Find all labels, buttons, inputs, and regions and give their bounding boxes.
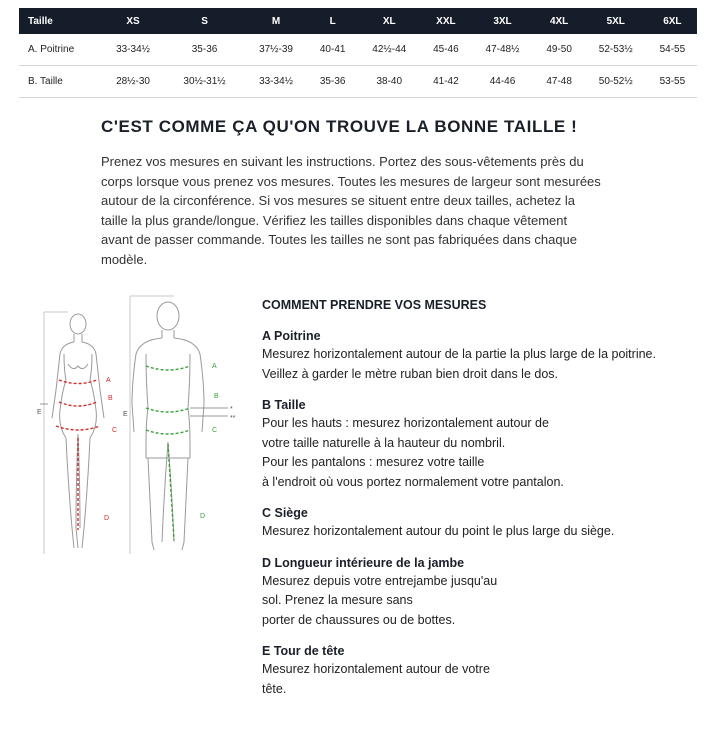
table-cell: 41-42 — [421, 66, 470, 98]
table-cell: A. Poitrine — [19, 34, 101, 66]
section-line: sol. Prenez la mesure sans — [262, 593, 413, 607]
intro-paragraph — [101, 152, 621, 269]
table-cell: 47-48 — [535, 66, 584, 98]
female-label-d: D — [104, 515, 110, 522]
male-label-a: A — [212, 363, 217, 370]
section-title: C Siège — [262, 506, 308, 520]
header-cell: Taille — [19, 8, 101, 34]
section-line: Pour les pantalons : mesurez votre taille — [262, 455, 485, 469]
table-cell: 37½-39 — [244, 34, 308, 66]
table-cell: 54-55 — [648, 34, 697, 66]
section-line: Veillez à garder le mètre ruban bien droit dans le dos. — [262, 366, 559, 381]
male-label-e: E — [123, 411, 128, 418]
table-cell: 28½-30 — [101, 66, 165, 98]
intro-line: Prenez vos mesures en suivant les instructions. Portez des sous-vêtements près du — [101, 154, 584, 169]
male-tape-lines — [146, 366, 190, 540]
header-cell: 3XL — [470, 8, 534, 34]
table-cell: 53-55 — [648, 66, 697, 98]
header-cell: 5XL — [584, 8, 648, 34]
section-line: votre taille naturelle à la hauteur du nombril. — [262, 435, 506, 450]
header-cell: L — [308, 8, 357, 34]
table-cell: B. Taille — [19, 66, 101, 98]
section-poitrine — [262, 327, 702, 384]
header-cell: 6XL — [648, 8, 697, 34]
male-figure — [132, 302, 204, 550]
section-line: Mesurez horizontalement autour de la partie la plus large de la poitrine. — [262, 347, 656, 361]
intro-line: avant de passer commande. Toutes les tailles ne sont pas fabriquées dans chaque — [101, 232, 578, 247]
female-tape-lines — [56, 380, 100, 530]
table-cell: 49-50 — [535, 34, 584, 66]
marker-single: * — [230, 406, 233, 413]
section-title: A Poitrine — [262, 329, 321, 343]
marker-double: ** — [230, 415, 236, 422]
how-to-measure — [262, 298, 702, 711]
section-line: porter de chaussures ou de bottes. — [262, 612, 456, 627]
page-title: C'EST COMME ÇA QU'ON TROUVE LA BONNE TAILLE ! — [101, 117, 578, 136]
section-title: D Longueur intérieure de la jambe — [262, 555, 465, 570]
female-figure — [52, 314, 104, 548]
section-longueur-jambe — [262, 554, 702, 631]
intro-line: taille la plus grande/longue. Vérifiez les tailles disponibles dans chaque vêtement — [101, 212, 568, 228]
body-measurement-figure — [28, 292, 248, 554]
header-cell: S — [165, 8, 244, 34]
table-cell: 45-46 — [421, 34, 470, 66]
table-cell: 50-52½ — [584, 66, 648, 98]
section-line: Mesurez depuis votre entrejambe jusqu'au — [262, 573, 498, 588]
section-siege — [262, 504, 702, 542]
male-label-c: C — [212, 427, 218, 434]
how-to-heading: COMMENT PRENDRE VOS MESURES — [262, 298, 487, 312]
intro-line: autour de la circonférence. Si vos mesures se situent entre deux tailles, achetez la — [101, 193, 576, 208]
section-tour-de-tete — [262, 642, 702, 699]
section-title: E Tour de tête — [262, 644, 345, 658]
table-cell: 47-48½ — [470, 34, 534, 66]
table-cell: 35-36 — [165, 34, 244, 66]
table-cell: 30½-31½ — [165, 66, 244, 98]
table-cell: 33-34½ — [101, 34, 165, 66]
table-cell: 40-41 — [308, 34, 357, 66]
section-line: Pour les hauts : mesurez horizontalement autour de — [262, 416, 549, 430]
female-label-c: C — [112, 427, 118, 434]
header-cell: XS — [101, 8, 165, 34]
intro-line: modèle. — [101, 251, 148, 267]
section-line: tête. — [262, 681, 287, 696]
table-cell: 35-36 — [308, 66, 357, 98]
size-table — [19, 8, 697, 98]
table-cell: 42½-44 — [357, 34, 421, 66]
size-table-header — [19, 8, 697, 34]
male-label-b: B — [214, 393, 219, 400]
female-label-a: A — [106, 377, 111, 384]
section-title: B Taille — [262, 398, 306, 412]
section-line: Mesurez horizontalement autour de votre — [262, 662, 490, 676]
header-cell: M — [244, 8, 308, 34]
intro-line: corps lorsque vous prenez vos mesures. Toutes les mesures de largeur sont mesurées — [101, 173, 601, 189]
header-cell: 4XL — [535, 8, 584, 34]
female-label-e: E — [37, 409, 42, 416]
header-cell: XXL — [421, 8, 470, 34]
header-cell: XL — [357, 8, 421, 34]
table-row — [19, 66, 697, 98]
section-taille — [262, 396, 702, 492]
male-label-d: D — [200, 513, 206, 520]
table-cell: 44-46 — [470, 66, 534, 98]
table-cell: 52-53½ — [584, 34, 648, 66]
section-line: Mesurez horizontalement autour du point le plus large du siège. — [262, 524, 615, 538]
table-cell: 33-34½ — [244, 66, 308, 98]
table-cell: 38-40 — [357, 66, 421, 98]
female-label-b: B — [108, 395, 113, 402]
table-row — [19, 34, 697, 66]
section-line: à l'endroit où vous portez normalement votre pantalon. — [262, 474, 564, 489]
